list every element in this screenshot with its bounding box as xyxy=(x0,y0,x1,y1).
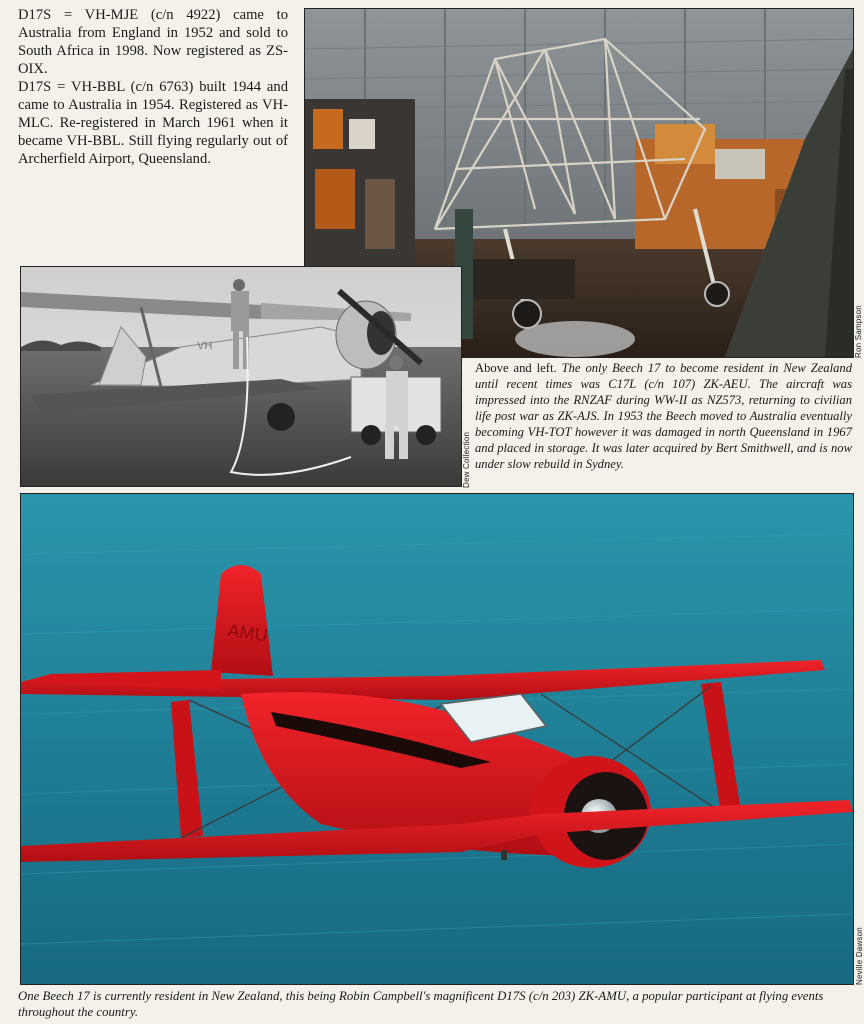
restoration-caption xyxy=(475,360,852,472)
ground-aircraft-registration-mark: VH xyxy=(197,340,213,352)
caption-lead-in: Above and left. xyxy=(475,361,557,375)
caption-body: The only Beech 17 to become resident in New Zealand until recent times was C17L (c/n 107) ZK-AEU. The aircraft was impressed into the RNZAF during WW-II as NZ573, returning to civilian life post war as ZK-AJS. In 1953 the Beech moved to Australia eventually becoming VH-TOT however it was damaged in north Queensland in 1967 and placed in storage. It was later acquired by Bert Smithwell, and is now under slow rebuild in Sydney. xyxy=(475,361,852,471)
intro-paragraph-vh-bbl: D17S = VH-BBL (c/n 6763) built 1944 and came to Australia in 1954. Registered as VH-MLC. Re-registered in March 1961 when it became VH-BBL. Still flying regularly out of Archerfield Airport, Queensland. xyxy=(18,79,288,167)
ground-photo-credit: Dew Collection xyxy=(462,431,471,488)
refuelling-photo xyxy=(20,266,462,487)
red-biplane-illustration xyxy=(21,494,853,984)
flight-photo-credit: Neville Dawson xyxy=(855,927,864,985)
intro-text-block xyxy=(18,6,288,168)
air-to-air-photo xyxy=(20,493,854,985)
tail-code: AMU xyxy=(226,620,269,646)
hangar-photo-credit: Ron Sampson xyxy=(854,305,863,358)
refuelling-scene-illustration xyxy=(21,267,461,486)
intro-paragraph-vh-mje: D17S = VH-MJE (c/n 4922) came to Australia from England in 1952 and sold to South Africa in 1998. Now registered as ZS-OIX. xyxy=(18,7,288,77)
zk-amu-caption: One Beech 17 is currently resident in New Zealand, this being Robin Campbell's magnificent D17S (c/n 203) ZK-AMU, a popular participant at flying events throughout the country. xyxy=(18,989,824,1019)
